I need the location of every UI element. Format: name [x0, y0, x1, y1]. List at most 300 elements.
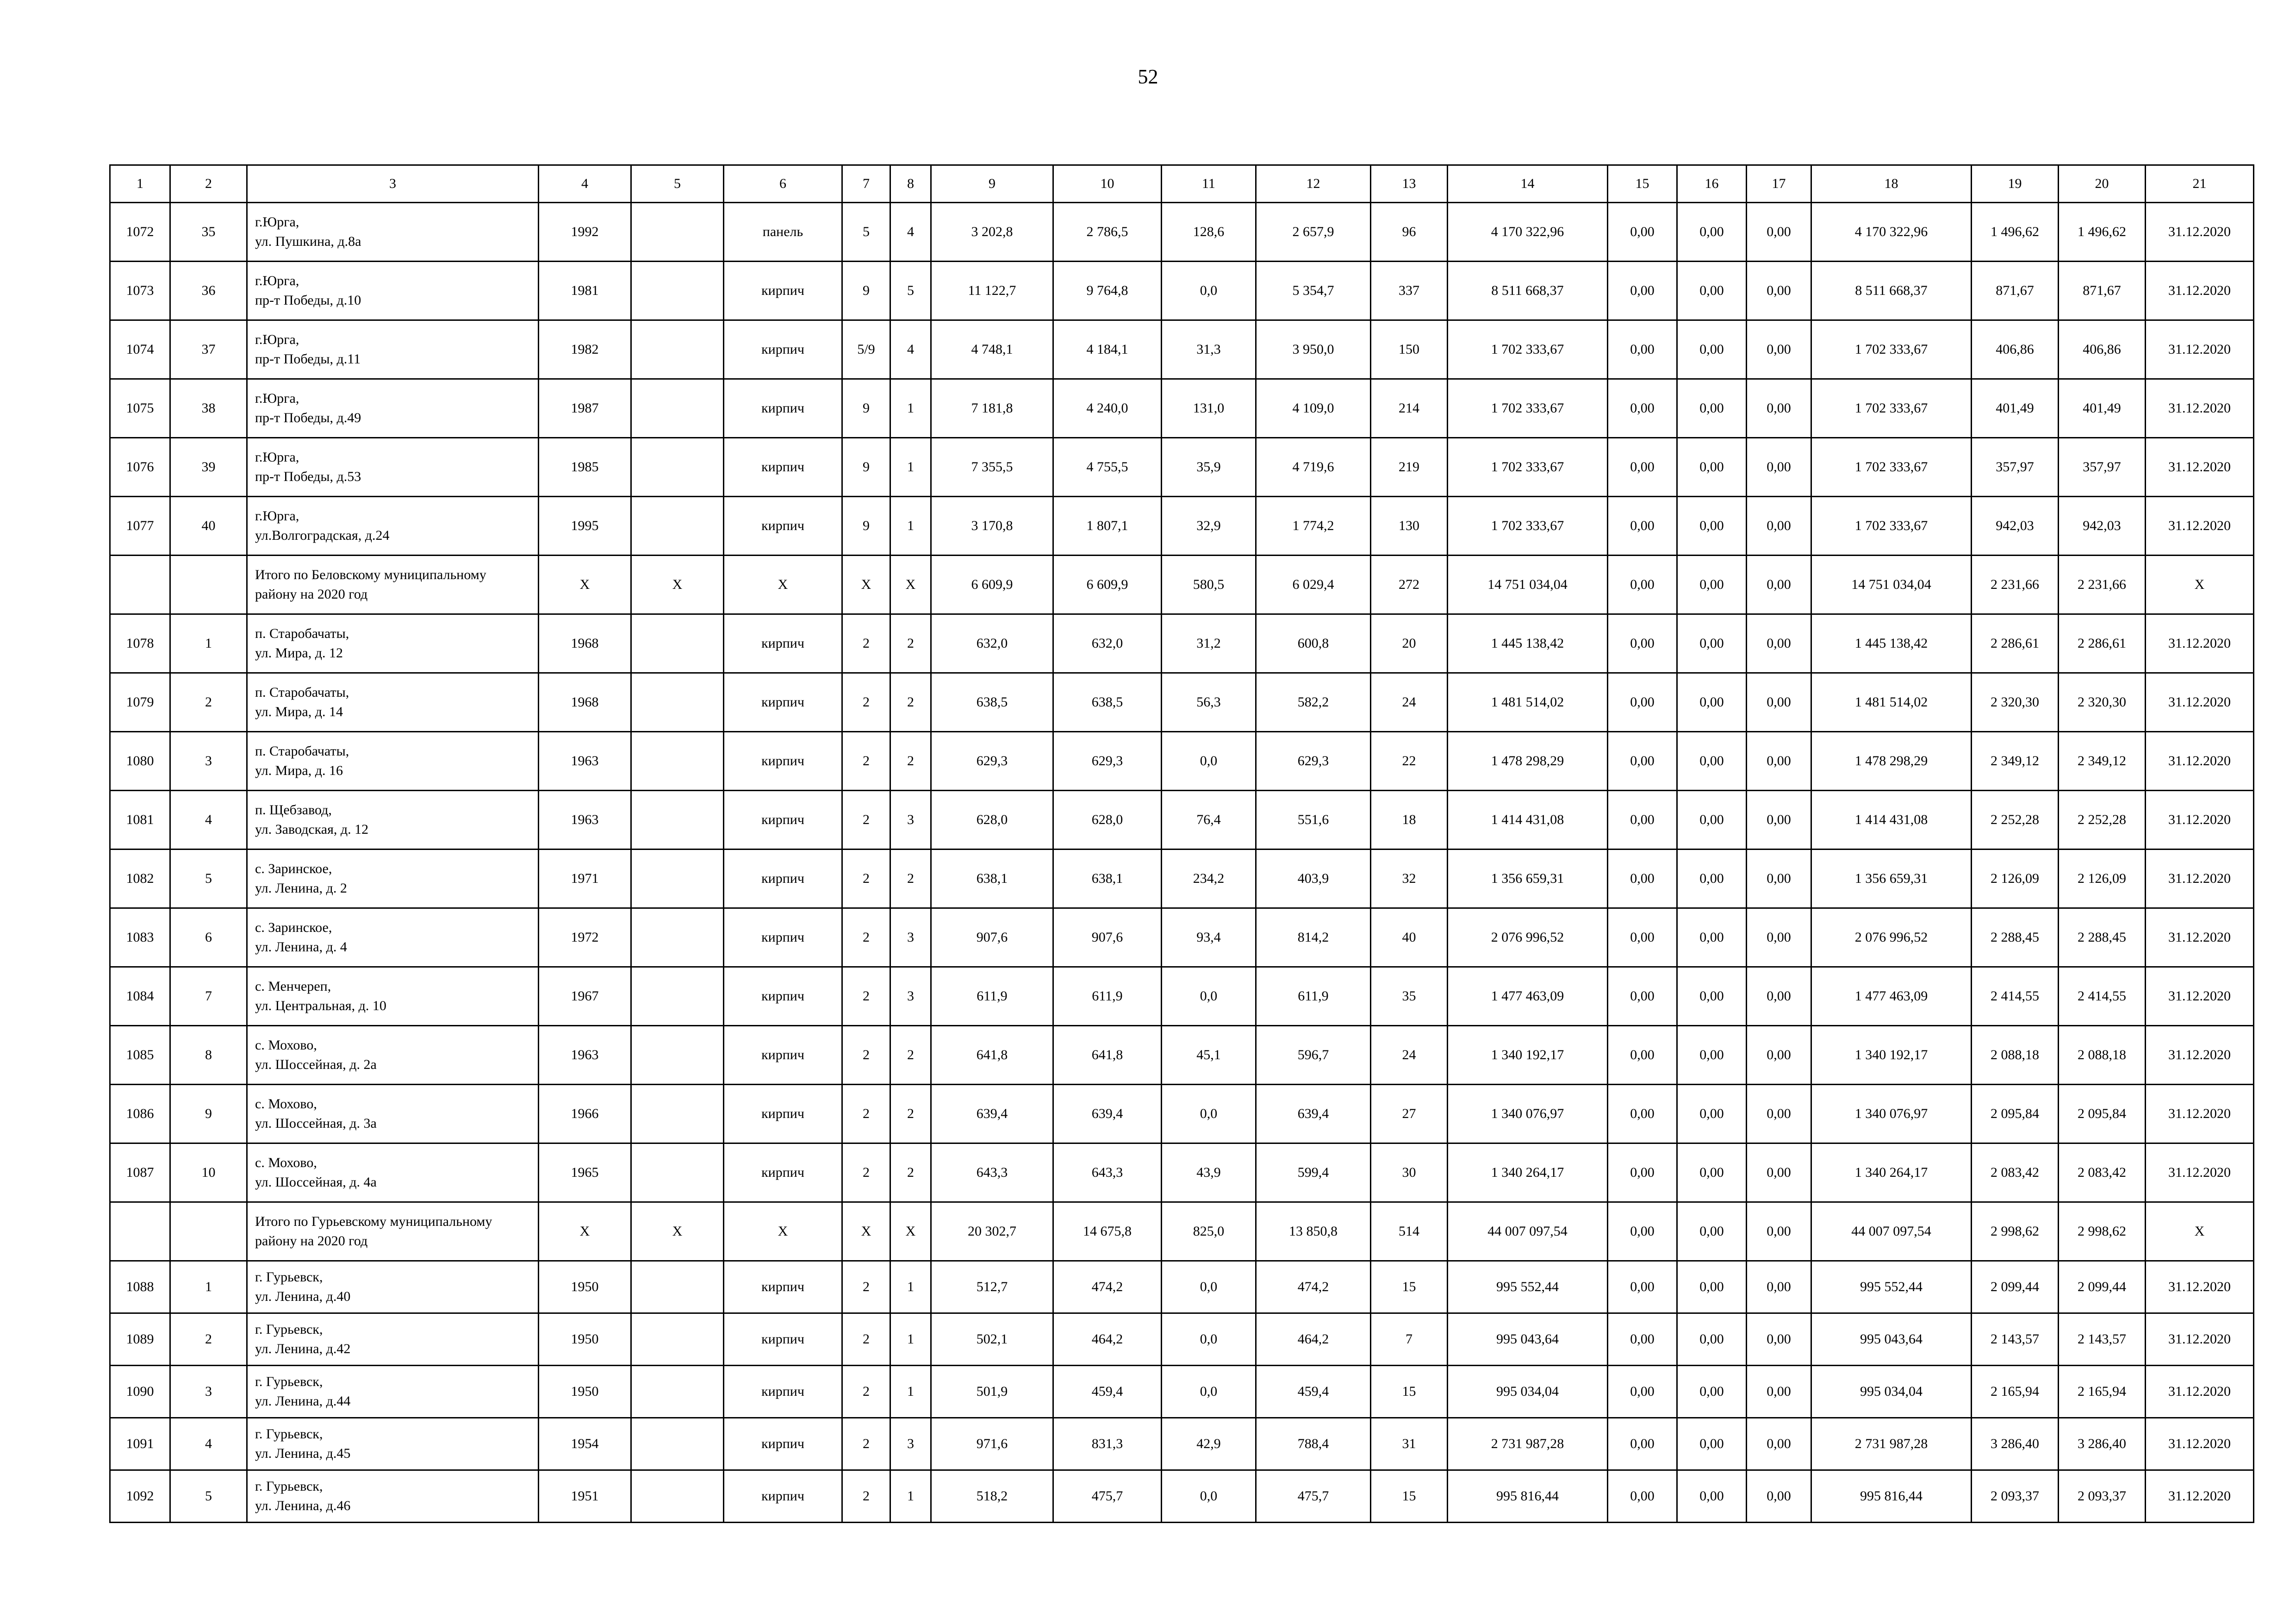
table-row [110, 908, 2254, 967]
column-number: 5 [631, 165, 724, 203]
table-cell: 2 286,61 [1972, 614, 2059, 673]
address-cell: г. Гурьевск, ул. Ленина, д.42 [247, 1313, 539, 1366]
table-cell: 401,49 [1972, 379, 2059, 438]
table-cell: 2 320,30 [1972, 673, 2059, 732]
table-cell: 1082 [110, 849, 170, 908]
table-cell: 2 [890, 673, 931, 732]
table-cell: 9 [842, 379, 890, 438]
table-cell: 638,5 [931, 673, 1053, 732]
table-cell: 0,0 [1162, 1470, 1256, 1523]
table-row [110, 732, 2254, 791]
table-cell [631, 379, 724, 438]
table-cell: 814,2 [1256, 908, 1371, 967]
table-cell: 0,00 [1747, 1470, 1811, 1523]
table-cell: 31.12.2020 [2146, 908, 2254, 967]
table-cell: 5 [842, 203, 890, 262]
table-cell: 2 998,62 [2059, 1202, 2146, 1261]
table-cell [631, 673, 724, 732]
table-cell: 0,00 [1677, 1470, 1747, 1523]
table-cell: 14 751 034,04 [1811, 556, 1972, 614]
table-cell: 2 126,09 [2059, 849, 2146, 908]
table-cell: 24 [1371, 1026, 1448, 1085]
table-cell: 825,0 [1162, 1202, 1256, 1261]
table-cell: 1 340 264,17 [1448, 1143, 1608, 1202]
table-cell: 1 [170, 1261, 247, 1313]
table-cell: 0,00 [1747, 1261, 1811, 1313]
table-cell: кирпич [724, 849, 842, 908]
address-cell: с. Заринское, ул. Ленина, д. 2 [247, 849, 539, 908]
address-cell: п. Щебзавод, ул. Заводская, д. 12 [247, 791, 539, 849]
table-cell: 512,7 [931, 1261, 1053, 1313]
table-cell: 0,00 [1747, 1143, 1811, 1202]
table-cell: 2 [842, 1261, 890, 1313]
table-cell: 406,86 [1972, 320, 2059, 379]
table-cell: 464,2 [1053, 1313, 1162, 1366]
table-cell: кирпич [724, 1026, 842, 1085]
table-cell: 1967 [539, 967, 631, 1026]
table-cell: кирпич [724, 1470, 842, 1523]
table-cell: 35,9 [1162, 438, 1256, 497]
table-cell: X [539, 1202, 631, 1261]
table-cell [631, 791, 724, 849]
table-cell: 995 816,44 [1448, 1470, 1608, 1523]
table-cell: 2 657,9 [1256, 203, 1371, 262]
table-cell: 1950 [539, 1261, 631, 1313]
table-cell: 0,00 [1747, 1202, 1811, 1261]
table-cell: 971,6 [931, 1418, 1053, 1470]
table-cell: 3 286,40 [2059, 1418, 2146, 1470]
table-cell [631, 1313, 724, 1366]
table-cell: 639,4 [1053, 1085, 1162, 1143]
table-cell: 2 099,44 [1972, 1261, 2059, 1313]
table-cell: 1076 [110, 438, 170, 497]
table-cell: кирпич [724, 908, 842, 967]
column-number: 15 [1608, 165, 1677, 203]
table-cell [631, 497, 724, 556]
table-cell: кирпич [724, 1261, 842, 1313]
table-cell: 9 [842, 438, 890, 497]
table-cell: 31.12.2020 [2146, 791, 2254, 849]
table-cell: 0,00 [1608, 262, 1677, 320]
table-cell: 1985 [539, 438, 631, 497]
column-number: 3 [247, 165, 539, 203]
table-cell: 2 786,5 [1053, 203, 1162, 262]
table-cell: 1 477 463,09 [1811, 967, 1972, 1026]
table-cell: 1950 [539, 1313, 631, 1366]
table-cell: X [631, 556, 724, 614]
table-row [110, 1418, 2254, 1470]
table-cell: 45,1 [1162, 1026, 1256, 1085]
table-cell: 0,00 [1608, 849, 1677, 908]
table-cell: 0,00 [1747, 1026, 1811, 1085]
table-cell: 22 [1371, 732, 1448, 791]
table-cell: 0,0 [1162, 262, 1256, 320]
table-row [110, 1366, 2254, 1418]
table-cell: 0,00 [1677, 849, 1747, 908]
table-cell: 1950 [539, 1366, 631, 1418]
table-cell: 11 122,7 [931, 262, 1053, 320]
table-cell: 1 [890, 1366, 931, 1418]
table-cell: 3 [890, 908, 931, 967]
table-cell: 0,00 [1747, 1418, 1811, 1470]
table-cell: 3 286,40 [1972, 1418, 2059, 1470]
table-cell: 5/9 [842, 320, 890, 379]
table-cell: 56,3 [1162, 673, 1256, 732]
address-cell: Итого по Гурьевскому муниципальному району на 2020 год [247, 1202, 539, 1261]
table-cell: 1 702 333,67 [1811, 320, 1972, 379]
table-cell: 0,0 [1162, 732, 1256, 791]
table-cell: 2 [842, 1470, 890, 1523]
table-cell: 0,00 [1747, 203, 1811, 262]
table-cell: 234,2 [1162, 849, 1256, 908]
table-cell: 1968 [539, 673, 631, 732]
table-cell: 0,00 [1677, 1418, 1747, 1470]
address-cell: Итого по Беловскому муниципальному району на 2020 год [247, 556, 539, 614]
table-cell: 0,00 [1608, 320, 1677, 379]
table-cell: 1 340 192,17 [1811, 1026, 1972, 1085]
table-cell: 1951 [539, 1470, 631, 1523]
table-cell: 76,4 [1162, 791, 1256, 849]
table-row [110, 791, 2254, 849]
table-cell: 2 731 987,28 [1448, 1418, 1608, 1470]
table-cell: 44 007 097,54 [1448, 1202, 1608, 1261]
table-cell: 2 [842, 732, 890, 791]
table-cell: 32,9 [1162, 497, 1256, 556]
table-cell: 1966 [539, 1085, 631, 1143]
table-cell: 31.12.2020 [2146, 438, 2254, 497]
table-cell: 15 [1371, 1470, 1448, 1523]
table-cell: 32 [1371, 849, 1448, 908]
table-cell: X [890, 556, 931, 614]
table-cell: 38 [170, 379, 247, 438]
table-cell: 2 [170, 673, 247, 732]
table-cell: 475,7 [1256, 1470, 1371, 1523]
page-number: 52 [1138, 65, 1158, 88]
table-cell: кирпич [724, 614, 842, 673]
table-cell: 4 755,5 [1053, 438, 1162, 497]
table-cell: 1971 [539, 849, 631, 908]
table-cell [631, 1143, 724, 1202]
table-cell: 31.12.2020 [2146, 379, 2254, 438]
address-cell: п. Старобачаты, ул. Мира, д. 16 [247, 732, 539, 791]
table-cell: 2 [842, 1366, 890, 1418]
table-cell: 0,00 [1747, 379, 1811, 438]
table-cell: 1081 [110, 791, 170, 849]
table-row [110, 262, 2254, 320]
table-cell: 2 [842, 908, 890, 967]
table-cell: 0,00 [1608, 1143, 1677, 1202]
table-cell: 14 751 034,04 [1448, 556, 1608, 614]
table-cell: 995 034,04 [1811, 1366, 1972, 1418]
table-row [110, 320, 2254, 379]
table-cell: 600,8 [1256, 614, 1371, 673]
table-cell: 995 043,64 [1448, 1313, 1608, 1366]
table-cell: 1963 [539, 791, 631, 849]
table-cell: 31.12.2020 [2146, 262, 2254, 320]
table-cell: 788,4 [1256, 1418, 1371, 1470]
table-cell: 4 [170, 1418, 247, 1470]
table-cell [631, 967, 724, 1026]
table-cell: 0,00 [1608, 203, 1677, 262]
table-cell: 0,00 [1608, 1418, 1677, 1470]
table-cell: 42,9 [1162, 1418, 1256, 1470]
table-cell: 1080 [110, 732, 170, 791]
table-cell: 8 511 668,37 [1811, 262, 1972, 320]
table-cell: 15 [1371, 1366, 1448, 1418]
table-cell: 20 [1371, 614, 1448, 673]
table-cell: 2 [842, 614, 890, 673]
table-cell: 1 807,1 [1053, 497, 1162, 556]
table-cell: кирпич [724, 732, 842, 791]
column-number: 4 [539, 165, 631, 203]
table-cell [631, 1418, 724, 1470]
table-cell: 5 354,7 [1256, 262, 1371, 320]
table-cell: 0,00 [1677, 1085, 1747, 1143]
table-row [110, 203, 2254, 262]
table-cell: 31.12.2020 [2146, 320, 2254, 379]
table-cell: 31,3 [1162, 320, 1256, 379]
table-cell: 31.12.2020 [2146, 849, 2254, 908]
table-cell: 995 043,64 [1811, 1313, 1972, 1366]
table-cell: 1 445 138,42 [1811, 614, 1972, 673]
table-cell: 1072 [110, 203, 170, 262]
table-row [110, 967, 2254, 1026]
table-cell: 30 [1371, 1143, 1448, 1202]
table-cell: 40 [1371, 908, 1448, 967]
table-cell: 0,00 [1608, 1261, 1677, 1313]
table-cell: 551,6 [1256, 791, 1371, 849]
table-cell: 632,0 [1053, 614, 1162, 673]
table-cell: 35 [1371, 967, 1448, 1026]
table-cell: X [539, 556, 631, 614]
table-cell: 20 302,7 [931, 1202, 1053, 1261]
column-number: 18 [1811, 165, 1972, 203]
table-cell: 0,00 [1677, 320, 1747, 379]
column-number: 10 [1053, 165, 1162, 203]
table-cell: 4 170 322,96 [1811, 203, 1972, 262]
table-cell: кирпич [724, 673, 842, 732]
table-cell: X [631, 1202, 724, 1261]
table-cell: 10 [170, 1143, 247, 1202]
table-cell: 0,00 [1608, 732, 1677, 791]
table-cell: 31.12.2020 [2146, 732, 2254, 791]
address-cell: г.Юрга, ул.Волгоградская, д.24 [247, 497, 539, 556]
address-cell: с. Заринское, ул. Ленина, д. 4 [247, 908, 539, 967]
table-cell: 0,00 [1677, 1366, 1747, 1418]
table-cell: 638,5 [1053, 673, 1162, 732]
table-cell: 1 [890, 497, 931, 556]
table-cell: 0,00 [1747, 497, 1811, 556]
table-cell: 3 [170, 732, 247, 791]
table-cell: 1 445 138,42 [1448, 614, 1608, 673]
table-cell: X [724, 556, 842, 614]
table-cell: 96 [1371, 203, 1448, 262]
table-cell: 0,00 [1747, 849, 1811, 908]
table-cell: 1091 [110, 1418, 170, 1470]
table-cell: 1 340 264,17 [1811, 1143, 1972, 1202]
table-cell: 9 764,8 [1053, 262, 1162, 320]
table-cell: 43,9 [1162, 1143, 1256, 1202]
table-cell: 2 [842, 1313, 890, 1366]
table-cell: 1 702 333,67 [1448, 497, 1608, 556]
table-cell: 0,00 [1747, 791, 1811, 849]
table-cell: 0,0 [1162, 1313, 1256, 1366]
table-cell: 0,00 [1677, 556, 1747, 614]
table-row [110, 1143, 2254, 1202]
table-cell: 632,0 [931, 614, 1053, 673]
table-cell: X [2146, 1202, 2254, 1261]
table-cell: 1 356 659,31 [1448, 849, 1608, 908]
table-cell: 2 414,55 [1972, 967, 2059, 1026]
table-cell: 1084 [110, 967, 170, 1026]
table-cell: 2 165,94 [1972, 1366, 2059, 1418]
table-cell: 2 088,18 [2059, 1026, 2146, 1085]
column-number: 14 [1448, 165, 1608, 203]
table-cell: 2 143,57 [2059, 1313, 2146, 1366]
address-cell: с. Менчереп, ул. Центральная, д. 10 [247, 967, 539, 1026]
table-cell: 2 093,37 [1972, 1470, 2059, 1523]
column-number: 20 [2059, 165, 2146, 203]
column-number: 6 [724, 165, 842, 203]
table-cell: 0,00 [1747, 1085, 1811, 1143]
table-cell: 2 [890, 732, 931, 791]
address-cell: г. Гурьевск, ул. Ленина, д.40 [247, 1261, 539, 1313]
table-cell: 0,00 [1608, 673, 1677, 732]
table-cell: 628,0 [1053, 791, 1162, 849]
table-cell: 0,00 [1608, 1313, 1677, 1366]
table-cell [631, 1261, 724, 1313]
table-cell: 1 340 192,17 [1448, 1026, 1608, 1085]
table-cell: 643,3 [1053, 1143, 1162, 1202]
table-cell: 0,00 [1677, 497, 1747, 556]
table-cell: 7 [170, 967, 247, 1026]
table-cell: 31.12.2020 [2146, 1261, 2254, 1313]
table-cell [631, 203, 724, 262]
table-cell: 2 288,45 [1972, 908, 2059, 967]
table-cell: X [724, 1202, 842, 1261]
table-row [110, 497, 2254, 556]
table-cell: 0,00 [1747, 1366, 1811, 1418]
table-cell: 1 478 298,29 [1448, 732, 1608, 791]
subtotal-row [110, 556, 2254, 614]
table-cell: 272 [1371, 556, 1448, 614]
table-cell: 629,3 [931, 732, 1053, 791]
table-cell: 357,97 [2059, 438, 2146, 497]
table-cell: 24 [1371, 673, 1448, 732]
table-cell: 871,67 [2059, 262, 2146, 320]
table-cell: кирпич [724, 497, 842, 556]
table-cell: 995 552,44 [1448, 1261, 1608, 1313]
table-cell: 14 675,8 [1053, 1202, 1162, 1261]
table-cell: 2 083,42 [1972, 1143, 2059, 1202]
table-cell: 44 007 097,54 [1811, 1202, 1972, 1261]
table-cell: 0,00 [1677, 1143, 1747, 1202]
table-cell: 93,4 [1162, 908, 1256, 967]
table-cell: 464,2 [1256, 1313, 1371, 1366]
table-cell [631, 908, 724, 967]
table-row [110, 673, 2254, 732]
table-cell: 0,00 [1608, 438, 1677, 497]
column-number: 9 [931, 165, 1053, 203]
table-cell: 643,3 [931, 1143, 1053, 1202]
table-cell: 0,00 [1677, 438, 1747, 497]
table-cell: 36 [170, 262, 247, 320]
table-cell: 31.12.2020 [2146, 673, 2254, 732]
table-cell: 1 774,2 [1256, 497, 1371, 556]
table-cell: 580,5 [1162, 556, 1256, 614]
column-number: 1 [110, 165, 170, 203]
table-cell: 9 [842, 262, 890, 320]
table-cell: 1 496,62 [1972, 203, 2059, 262]
table-cell: 0,00 [1747, 732, 1811, 791]
table-cell: 1 414 431,08 [1811, 791, 1972, 849]
table-cell [170, 556, 247, 614]
table-cell [631, 732, 724, 791]
table-cell: 1 [890, 1313, 931, 1366]
table-cell: 629,3 [1256, 732, 1371, 791]
table-cell: 337 [1371, 262, 1448, 320]
table-cell: 4 [170, 791, 247, 849]
table-cell: 1 477 463,09 [1448, 967, 1608, 1026]
table-cell: 13 850,8 [1256, 1202, 1371, 1261]
column-number: 21 [2146, 165, 2254, 203]
table-cell: 1963 [539, 732, 631, 791]
table-cell: 1965 [539, 1143, 631, 1202]
table-cell: 31.12.2020 [2146, 203, 2254, 262]
column-number: 13 [1371, 165, 1448, 203]
table-cell: 8 511 668,37 [1448, 262, 1608, 320]
table-cell: 0,00 [1677, 1261, 1747, 1313]
table-cell: 31 [1371, 1418, 1448, 1470]
column-number: 17 [1747, 165, 1811, 203]
table-cell: 0,00 [1608, 614, 1677, 673]
table-cell: 2 414,55 [2059, 967, 2146, 1026]
table-cell: 3 202,8 [931, 203, 1053, 262]
table-cell: 599,4 [1256, 1143, 1371, 1202]
address-cell: п. Старобачаты, ул. Мира, д. 14 [247, 673, 539, 732]
table-cell [631, 1085, 724, 1143]
table-cell: 582,2 [1256, 673, 1371, 732]
table-cell: кирпич [724, 379, 842, 438]
table-cell: 1 478 298,29 [1811, 732, 1972, 791]
table-cell: кирпич [724, 1143, 842, 1202]
table-cell: 1 [890, 1470, 931, 1523]
table-cell: 37 [170, 320, 247, 379]
table-cell: 2 126,09 [1972, 849, 2059, 908]
address-cell: г.Юрга, ул. Пушкина, д.8а [247, 203, 539, 262]
table-cell: 31,2 [1162, 614, 1256, 673]
table-cell: 1 496,62 [2059, 203, 2146, 262]
table-cell: 0,00 [1747, 556, 1811, 614]
table-cell: 219 [1371, 438, 1448, 497]
table-cell: 2 088,18 [1972, 1026, 2059, 1085]
table-cell: 1 [890, 379, 931, 438]
housing-table [109, 164, 2254, 1523]
table-cell: 0,00 [1608, 791, 1677, 849]
table-cell: 2 349,12 [2059, 732, 2146, 791]
table-cell: 0,00 [1677, 262, 1747, 320]
table-cell [631, 438, 724, 497]
table-cell [631, 320, 724, 379]
table-cell: 942,03 [1972, 497, 2059, 556]
table-cell: 1 702 333,67 [1811, 497, 1972, 556]
table-cell: 401,49 [2059, 379, 2146, 438]
table-cell: 611,9 [1053, 967, 1162, 1026]
table-cell: 1954 [539, 1418, 631, 1470]
table-cell: 4 109,0 [1256, 379, 1371, 438]
table-cell: 0,00 [1608, 908, 1677, 967]
table-cell: 1087 [110, 1143, 170, 1202]
